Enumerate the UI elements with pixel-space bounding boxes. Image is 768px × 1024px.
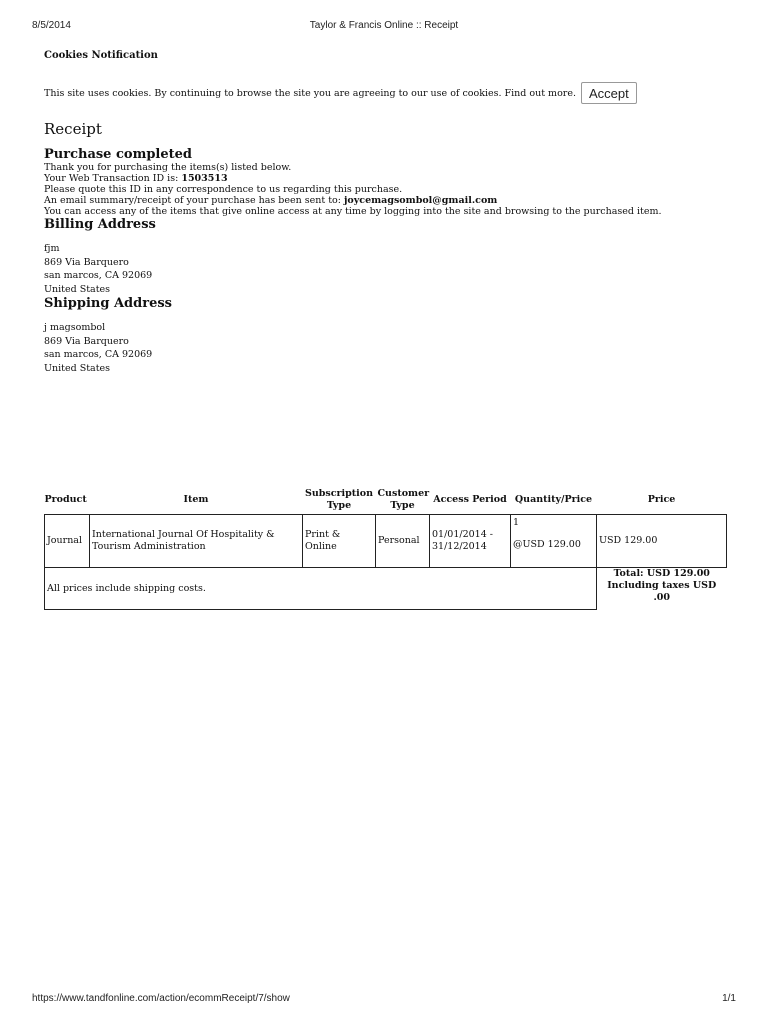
col-header-item: Item (183, 494, 209, 505)
cell-quantity-price (511, 515, 597, 568)
cookies-heading: Cookies Notification (44, 50, 158, 61)
col-header-subscription-type: Subscription Type (304, 488, 374, 511)
email-address: joycemagsombol@gmail.com (343, 195, 498, 206)
shipping-country: United States (44, 362, 111, 374)
transaction-id: 1503513 (181, 173, 228, 184)
shipping-costs-note: All prices include shipping costs. (45, 568, 597, 610)
purchase-heading: Purchase completed (44, 147, 192, 162)
total-cell (597, 568, 727, 610)
email-line (44, 195, 734, 206)
shipping-street: 869 Via Barquero (44, 335, 129, 347)
cell-quantity: 1 (513, 517, 520, 528)
shipping-heading: Shipping Address (44, 296, 172, 311)
cell-product: Journal (45, 515, 90, 568)
access-note: You can access any of the items that give online access at any time by logging into the site and browsing to the purchased item. (44, 206, 662, 217)
billing-heading: Billing Address (44, 217, 156, 232)
cell-unit-price: @USD 129.00 (513, 539, 581, 550)
cell-customer-type: Personal (376, 515, 430, 568)
print-page-number: 1/1 (722, 993, 736, 1004)
email-label: An email summary/receipt of your purchase has been sent to: (44, 195, 341, 206)
table-header-row (45, 486, 727, 515)
print-url: https://www.tandfonline.com/action/ecommReceipt/7/show (32, 993, 290, 1004)
shipping-name: j magsombol (44, 322, 106, 333)
col-header-price: Price (647, 494, 676, 505)
col-header-product: Product (44, 494, 87, 505)
billing-address (44, 242, 734, 296)
thanks-text: Thank you for purchasing the items(s) listed below. (44, 162, 292, 173)
shipping-address (44, 321, 734, 375)
billing-name: fjm (44, 243, 60, 254)
cell-subscription-type: Print & Online (303, 515, 376, 568)
cell-price: USD 129.00 (597, 515, 727, 568)
print-date: 8/5/2014 (32, 20, 71, 31)
col-header-customer-type: Customer Type (377, 488, 430, 511)
col-header-quantity-price: Quantity/Price (514, 494, 593, 505)
print-page-title: Taylor & Francis Online :: Receipt (309, 20, 459, 31)
taxes-amount: Including taxes USD .00 (607, 580, 717, 603)
transaction-label: Your Web Transaction ID is: (44, 173, 179, 184)
billing-street: 869 Via Barquero (44, 256, 129, 268)
receipt-content (44, 50, 734, 603)
billing-city: san marcos, CA 92069 (44, 270, 153, 281)
col-header-access-period: Access Period (433, 494, 507, 505)
billing-country: United States (44, 283, 111, 295)
table-row (45, 515, 727, 568)
page-title: Receipt (44, 120, 102, 138)
cell-access-period: 01/01/2014 - 31/12/2014 (430, 515, 511, 568)
total-amount: Total: USD 129.00 (613, 568, 710, 579)
cookies-banner (44, 81, 734, 105)
quote-note: Please quote this ID in any correspondence to us regarding this purchase. (44, 184, 403, 195)
cookies-text: This site uses cookies. By continuing to browse the site you are agreeing to our use of cookies. Find out more. (44, 87, 576, 99)
cell-item: International Journal Of Hospitality & Tourism Administration (90, 515, 303, 568)
table-summary-row (45, 568, 727, 610)
items-table (44, 486, 727, 610)
accept-cookies-button[interactable]: Accept (581, 82, 637, 104)
transaction-line (44, 173, 734, 184)
shipping-city: san marcos, CA 92069 (44, 349, 153, 360)
